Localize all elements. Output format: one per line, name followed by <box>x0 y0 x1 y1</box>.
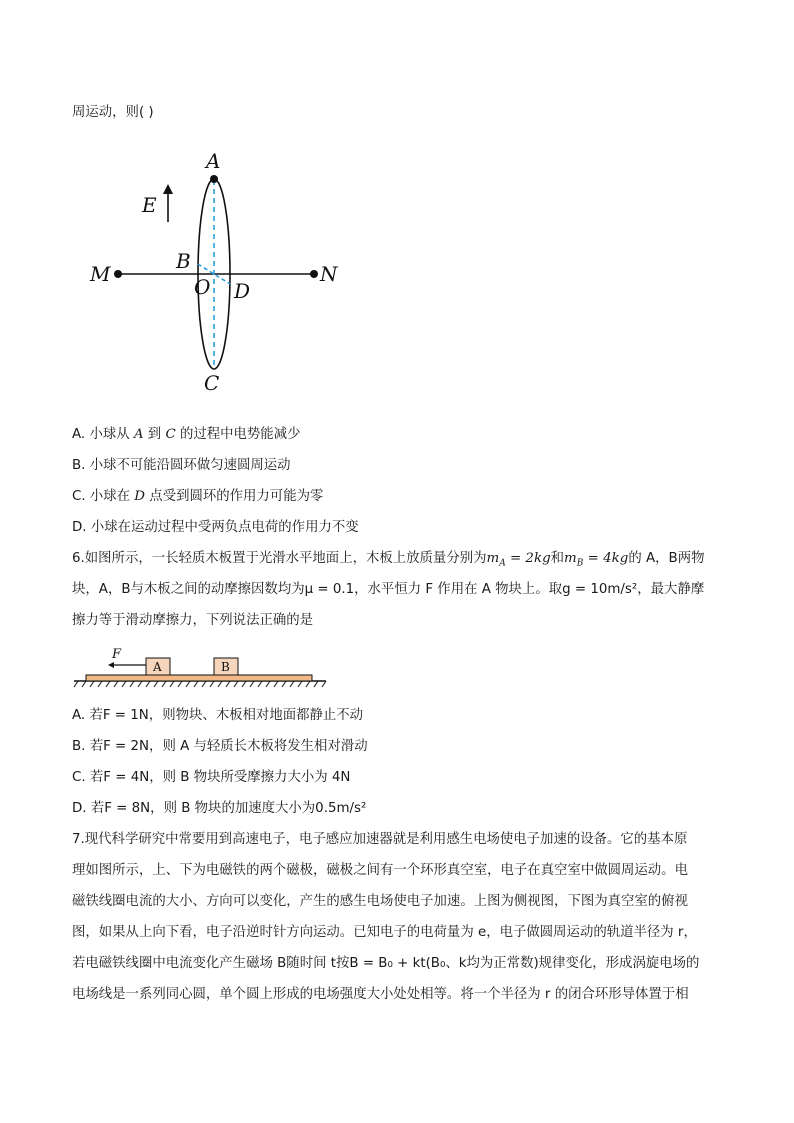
q7-line-1: 7.现代科学研究中常要用到高速电子，电子感应加速器就是利用感生电场使电子加速的设备。它的基本原 <box>72 832 688 847</box>
q7-line-3: 磁铁线圈电流的大小、方向可以变化，产生的感生电场使电子加速。上图为侧视图，下图为真空室的俯视 <box>72 894 688 909</box>
label-d: D <box>234 279 251 303</box>
label-b: B <box>176 249 191 273</box>
q7-line-4: 图，如果从上向下看，电子沿逆时针方向运动。已知电子的电荷量为 e，电子做圆周运动的轨道半径为 r， <box>72 925 697 940</box>
e-arrow-head <box>163 184 173 194</box>
q6-stem-line-2: 块，A，B与木板之间的动摩擦因数均为μ = 0.1，水平恒力 F 作用在 A 物块上。取g = 10m/s²，最大静摩 <box>72 582 705 597</box>
point-n <box>310 270 318 278</box>
block-b-label: B <box>221 660 230 674</box>
q6-stem-line-1: 6.如图所示，一长轻质木板置于光滑水平地面上，木板上放质量分别为$m_A = 2kg$和$m_B = 4kg$的 A，B两物 <box>72 551 705 569</box>
q5-option-a: A. 小球从 A 到 C 的过程中电势能减少 <box>72 427 301 442</box>
ground-hatching <box>74 681 326 687</box>
q5-option-d: D. 小球在运动过程中受两负点电荷的作用力不变 <box>72 520 359 535</box>
q6-stem-line-3: 擦力等于滑动摩擦力，下列说法正确的是 <box>72 613 314 628</box>
label-c: C <box>204 371 220 395</box>
point-a <box>210 175 218 183</box>
label-m: M <box>90 262 111 286</box>
q7-line-6: 电场线是一系列同心圆，单个圆上形成的电场强度大小处处相等。将一个半径为 r 的闭合环形导体置于相 <box>72 987 689 1002</box>
point-m <box>114 270 122 278</box>
label-e: E <box>142 193 157 217</box>
q7-line-2: 理如图所示，上、下为电磁铁的两个磁极，磁极之间有一个环形真空室，电子在真空室中做圆周运动。电 <box>72 863 688 878</box>
q6-option-a: A. 若F = 1N，则物块、木板相对地面都静止不动 <box>72 708 364 723</box>
ring-field-figure <box>80 148 360 398</box>
wooden-board <box>86 675 312 681</box>
board-blocks-figure <box>70 645 330 693</box>
label-o: O <box>194 275 211 299</box>
force-arrow-head <box>108 662 114 668</box>
label-a: A <box>206 149 221 173</box>
force-label: F <box>112 647 122 662</box>
q6-option-c: C. 若F = 4N，则 B 物块所受摩擦力大小为 4N <box>72 770 351 785</box>
q5-option-b: B. 小球不可能沿圆环做匀速圆周运动 <box>72 458 291 473</box>
block-a-label: A <box>153 660 162 674</box>
question-5-stem-tail: 周运动，则( ) <box>72 105 154 120</box>
q5-option-c: C. 小球在 D 点受到圆环的作用力可能为零 <box>72 489 324 504</box>
q7-line-5: 若电磁铁线圈中电流变化产生磁场 B随时间 t按B = B₀ + kt(B₀、k均为正常数)规律变化，形成涡旋电场的 <box>72 956 700 971</box>
q6-option-d: D. 若F = 8N，则 B 物块的加速度大小为0.5m/s² <box>72 801 367 816</box>
q6-option-b: B. 若F = 2N，则 A 与轻质长木板将发生相对滑动 <box>72 739 368 754</box>
label-n: N <box>320 262 338 286</box>
